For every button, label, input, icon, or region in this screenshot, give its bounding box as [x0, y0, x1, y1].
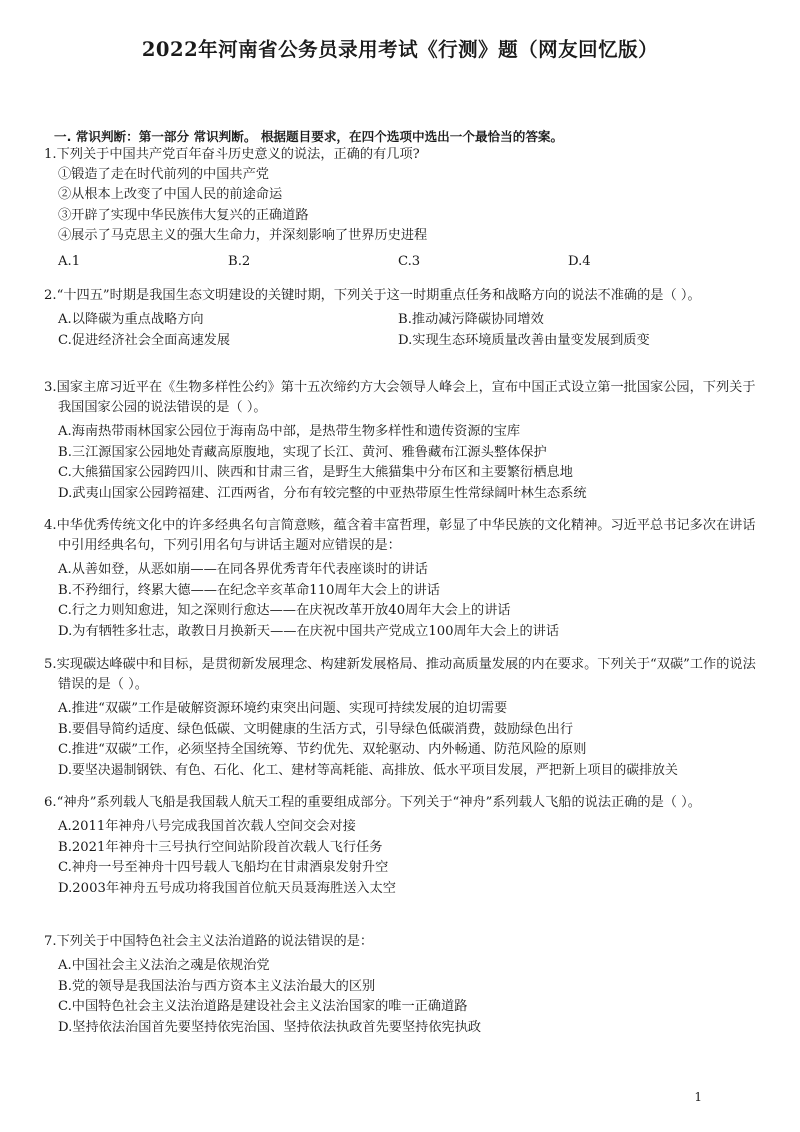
option-b[interactable]: B.推动减污降碳协同增效 — [398, 312, 544, 327]
question-7 — [44, 932, 760, 1038]
option-b[interactable]: B.2 — [228, 253, 251, 269]
question-stem: 3.国家主席习近平在《生物多样性公约》第十五次缔约方大会领导人峰会上，宣布中国正式设立第一批国家公园，下列关于我国国家公园的说法错误的是（ ）。 — [44, 380, 756, 415]
option-list — [44, 817, 760, 899]
option-c[interactable]: C.推进“双碳”工作，必须坚持全国统筹、节约优先、双轮驱动、内外畅通、防范风险的原则 — [58, 742, 587, 758]
option-b[interactable]: B.党的领导是我国法治与西方资本主义法治最大的区别 — [58, 978, 376, 994]
option-list — [44, 251, 760, 273]
question-stem: 2.“十四五”时期是我国生态文明建设的关键时期，下列关于这一时期重点任务和战略方向的说法不准确的是（ ）。 — [44, 288, 701, 303]
option-d[interactable]: D.武夷山国家公园跨福建、江西两省，分布有较完整的中亚热带原生性常绿阔叶林生态系统 — [58, 485, 587, 501]
option-d[interactable]: D.实现生态环境质量改善由量变发展到质变 — [398, 332, 650, 348]
option-c[interactable]: C.行之力则知愈进，知之深则行愈达——在庆祝改革开放40周年大会上的讲话 — [58, 603, 511, 619]
statement-item: ②从根本上改变了中国人民的前途命运 — [58, 187, 283, 203]
option-a[interactable]: A.2011年神舟八号完成我国首次载人空间交会对接 — [58, 819, 356, 834]
option-c[interactable]: C.神舟一号至神舟十四号载人飞船均在甘肃酒泉发射升空 — [58, 860, 389, 876]
page-title: 2022年河南省公务员录用考试《行测》题（网友回忆版） — [141, 38, 659, 61]
option-a[interactable]: A.推进“双碳”工作是破解资源环境约束突出问题、实现可持续发展的迫切需要 — [58, 701, 508, 716]
option-list — [44, 422, 760, 504]
option-c[interactable]: C.3 — [398, 253, 421, 269]
option-c[interactable]: C.促进经济社会全面高速发展 — [58, 332, 231, 348]
option-b[interactable]: B.2021年神舟十三号执行空间站阶段首次载人飞行任务 — [58, 839, 383, 855]
option-list — [44, 956, 760, 1038]
question-5 — [44, 655, 760, 781]
option-d[interactable]: D.4 — [568, 253, 591, 269]
question-6 — [44, 793, 760, 899]
option-b[interactable]: B.要倡导简约适度、绿色低碳、文明健康的生活方式，引导绿色低碳消费，鼓励绿色出行 — [58, 721, 574, 737]
question-stem: 5.实现碳达峰碳中和目标，是贯彻新发展理念、构建新发展格局、推动高质量发展的内在要求。下列关于“双碳”工作的说法错误的是（ ）。 — [44, 657, 756, 692]
page-number: 1 — [694, 1090, 702, 1104]
option-a[interactable]: A.中国社会主义法治之魂是依规治党 — [58, 958, 270, 973]
option-d[interactable]: D.2003年神舟五号成功将我国首位航天员聂海胜送入太空 — [58, 880, 396, 896]
option-d[interactable]: D.坚持依法治国首先要坚持依宪治国、坚持依法执政首先要坚持依宪执政 — [58, 1019, 482, 1035]
question-1 — [44, 145, 760, 273]
question-3 — [44, 378, 760, 504]
question-stem: 6.“神舟”系列载人飞船是我国载人航天工程的重要组成部分。下列关于“神舟”系列载人飞船的说法正确的是（ ）。 — [44, 795, 701, 810]
option-d[interactable]: D.要坚决遏制钢铁、有色、石化、化工、建材等高耗能、高排放、低水平项目发展，严把新上项目的碳排放关 — [58, 762, 678, 778]
option-a[interactable]: A.1 — [58, 253, 81, 269]
option-list — [44, 560, 760, 642]
option-list — [44, 699, 760, 781]
question-stem: 4.中华优秀传统文化中的许多经典名句言简意赅，蕴含着丰富哲理，彰显了中华民族的文化精神。习近平总书记多次在讲话中引用经典名句，下列引用名句与讲话主题对应错误的是： — [44, 518, 756, 553]
statement-item: ④展示了马克思主义的强大生命力，并深刻影响了世界历史进程 — [58, 228, 428, 244]
option-d[interactable]: D.为有牺牲多壮志，敢教日月换新天——在庆祝中国共产党成立100周年大会上的讲话 — [58, 623, 560, 639]
option-a[interactable]: A.海南热带雨林国家公园位于海南岛中部，是热带生物多样性和遗传资源的宝库 — [58, 424, 521, 439]
section-header: 一. 常识判断：第一部分 常识判断。 根据题目要求，在四个选项中选出一个最恰当的答案。 — [54, 129, 564, 144]
option-b[interactable]: B.不矜细行，终累大德——在纪念辛亥革命110周年大会上的讲话 — [58, 582, 440, 598]
option-c[interactable]: C.大熊猫国家公园跨四川、陕西和甘肃三省，是野生大熊猫集中分布区和主要繁衍栖息地 — [58, 465, 573, 481]
question-stem: 7.下列关于中国特色社会主义法治道路的说法错误的是： — [44, 934, 374, 949]
option-c[interactable]: C.中国特色社会主义法治道路是建设社会主义法治国家的唯一正确道路 — [58, 999, 468, 1015]
statement-item: ①锻造了走在时代前列的中国共产党 — [58, 167, 269, 182]
option-a[interactable]: A.以降碳为重点战略方向 — [58, 312, 204, 327]
statement-item: ③开辟了实现中华民族伟大复兴的正确道路 — [58, 207, 309, 223]
question-4 — [44, 516, 760, 642]
question-stem: 1.下列关于中国共产党百年奋斗历史意义的说法，正确的有几项? — [44, 147, 420, 162]
option-b[interactable]: B.三江源国家公园地处青藏高原腹地，实现了长江、黄河、雅鲁藏布江源头整体保护 — [58, 444, 547, 460]
option-list — [44, 310, 760, 351]
option-a[interactable]: A.从善如登，从恶如崩——在同各界优秀青年代表座谈时的讲话 — [58, 562, 428, 577]
question-2 — [44, 286, 760, 351]
